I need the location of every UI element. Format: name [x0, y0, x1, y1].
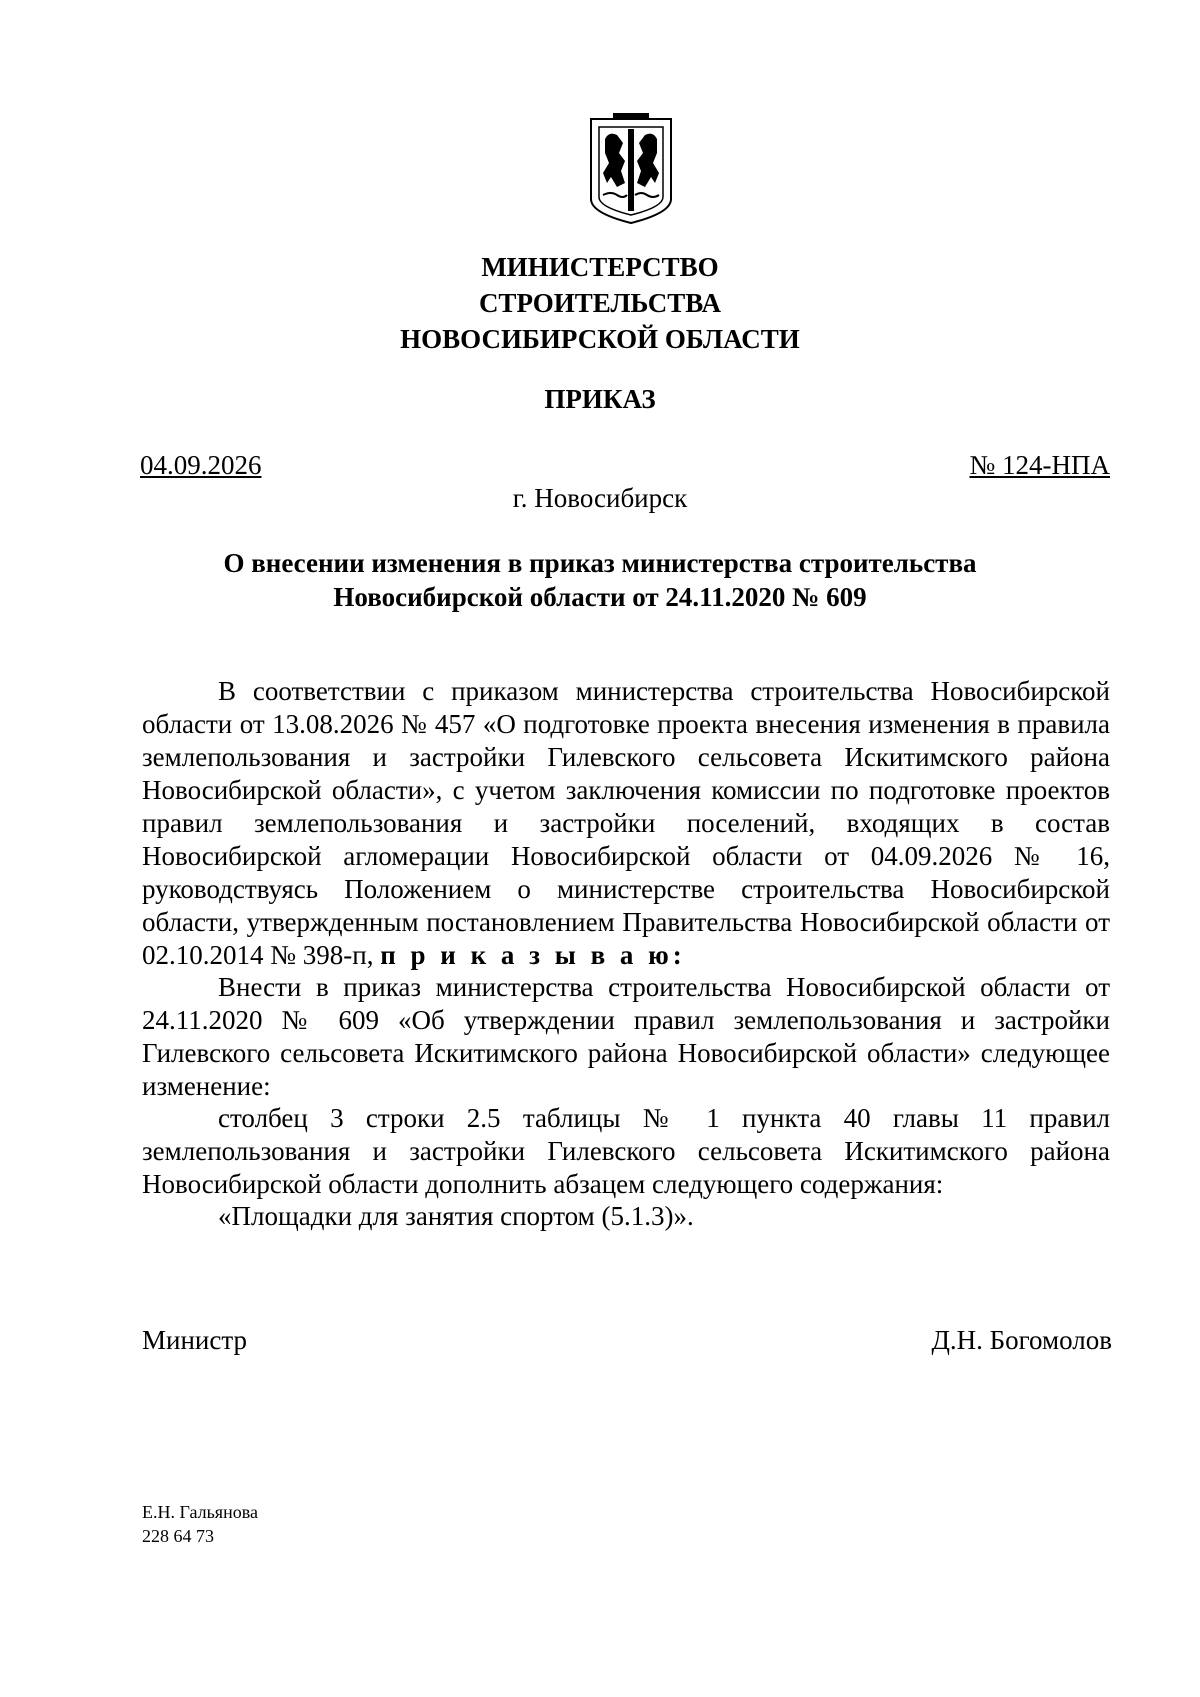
document-title-line1: О внесении изменения в приказ министерства строительства	[223, 548, 977, 578]
document-type: ПРИКАЗ	[544, 384, 656, 414]
document-city: г. Новосибирск	[512, 483, 688, 513]
document-number: № 124-НПА	[969, 450, 1110, 480]
document-date: 04.09.2026	[140, 450, 262, 480]
organization-name-line2: СТРОИТЕЛЬСТВА	[478, 288, 722, 318]
contact-name: Е.Н. Гальянова	[142, 1502, 258, 1522]
contact-phone: 228 64 73	[142, 1526, 214, 1546]
paragraph-preamble	[142, 675, 1110, 972]
paragraph-change-detail: столбец 3 строки 2.5 таблицы № 1 пункта 40 главы 11 правил землепользования и застройки Гилевского сельсовета Искитимского района Новосибирской области дополнить абзацем следующего содержания:	[142, 1103, 1110, 1199]
organization-name-line3: НОВОСИБИРСКОЙ ОБЛАСТИ	[400, 324, 800, 354]
coat-of-arms-icon	[587, 113, 675, 225]
signatory-position: Министр	[142, 1325, 247, 1355]
organization-name-line1: МИНИСТЕРСТВО	[481, 252, 719, 282]
paragraph-amendment: Внести в приказ министерства строительства Новосибирской области от 24.11.2020 № 609 «Об утверждении правил землепользования и застройки Гилевского сельсовета Искитимского района Новосибирской области» следующее изменение:	[142, 972, 1110, 1101]
paragraph-quote: «Площадки для занятия спортом (5.1.3)».	[218, 1201, 694, 1231]
signatory-name: Д.Н. Богомолов	[931, 1325, 1112, 1355]
order-keyword: п р и к а з ы в а ю:	[380, 940, 686, 970]
document-title-line2: Новосибирской области от 24.11.2020 № 609	[333, 582, 867, 612]
preamble-text: В соответствии с приказом министерства строительства Новосибирской области от 13.08.2026 № 457 «О подготовке проекта внесения изменения в правила землепользования и застройки Гилевского сельсовета Искитимского района Новосибирской области», с учетом заключения комиссии по подготовке проектов правил землепользования и застройки поселений, входящих в состав Новосибирской агломерации Новосибирской области от 04.09.2026 № 16, руководствуясь Положением о министерстве строительства Новосибирской области, утвержденным постановлением Правительства Новосибирской области от 02.10.2014 № 398-п,	[142, 676, 1110, 970]
